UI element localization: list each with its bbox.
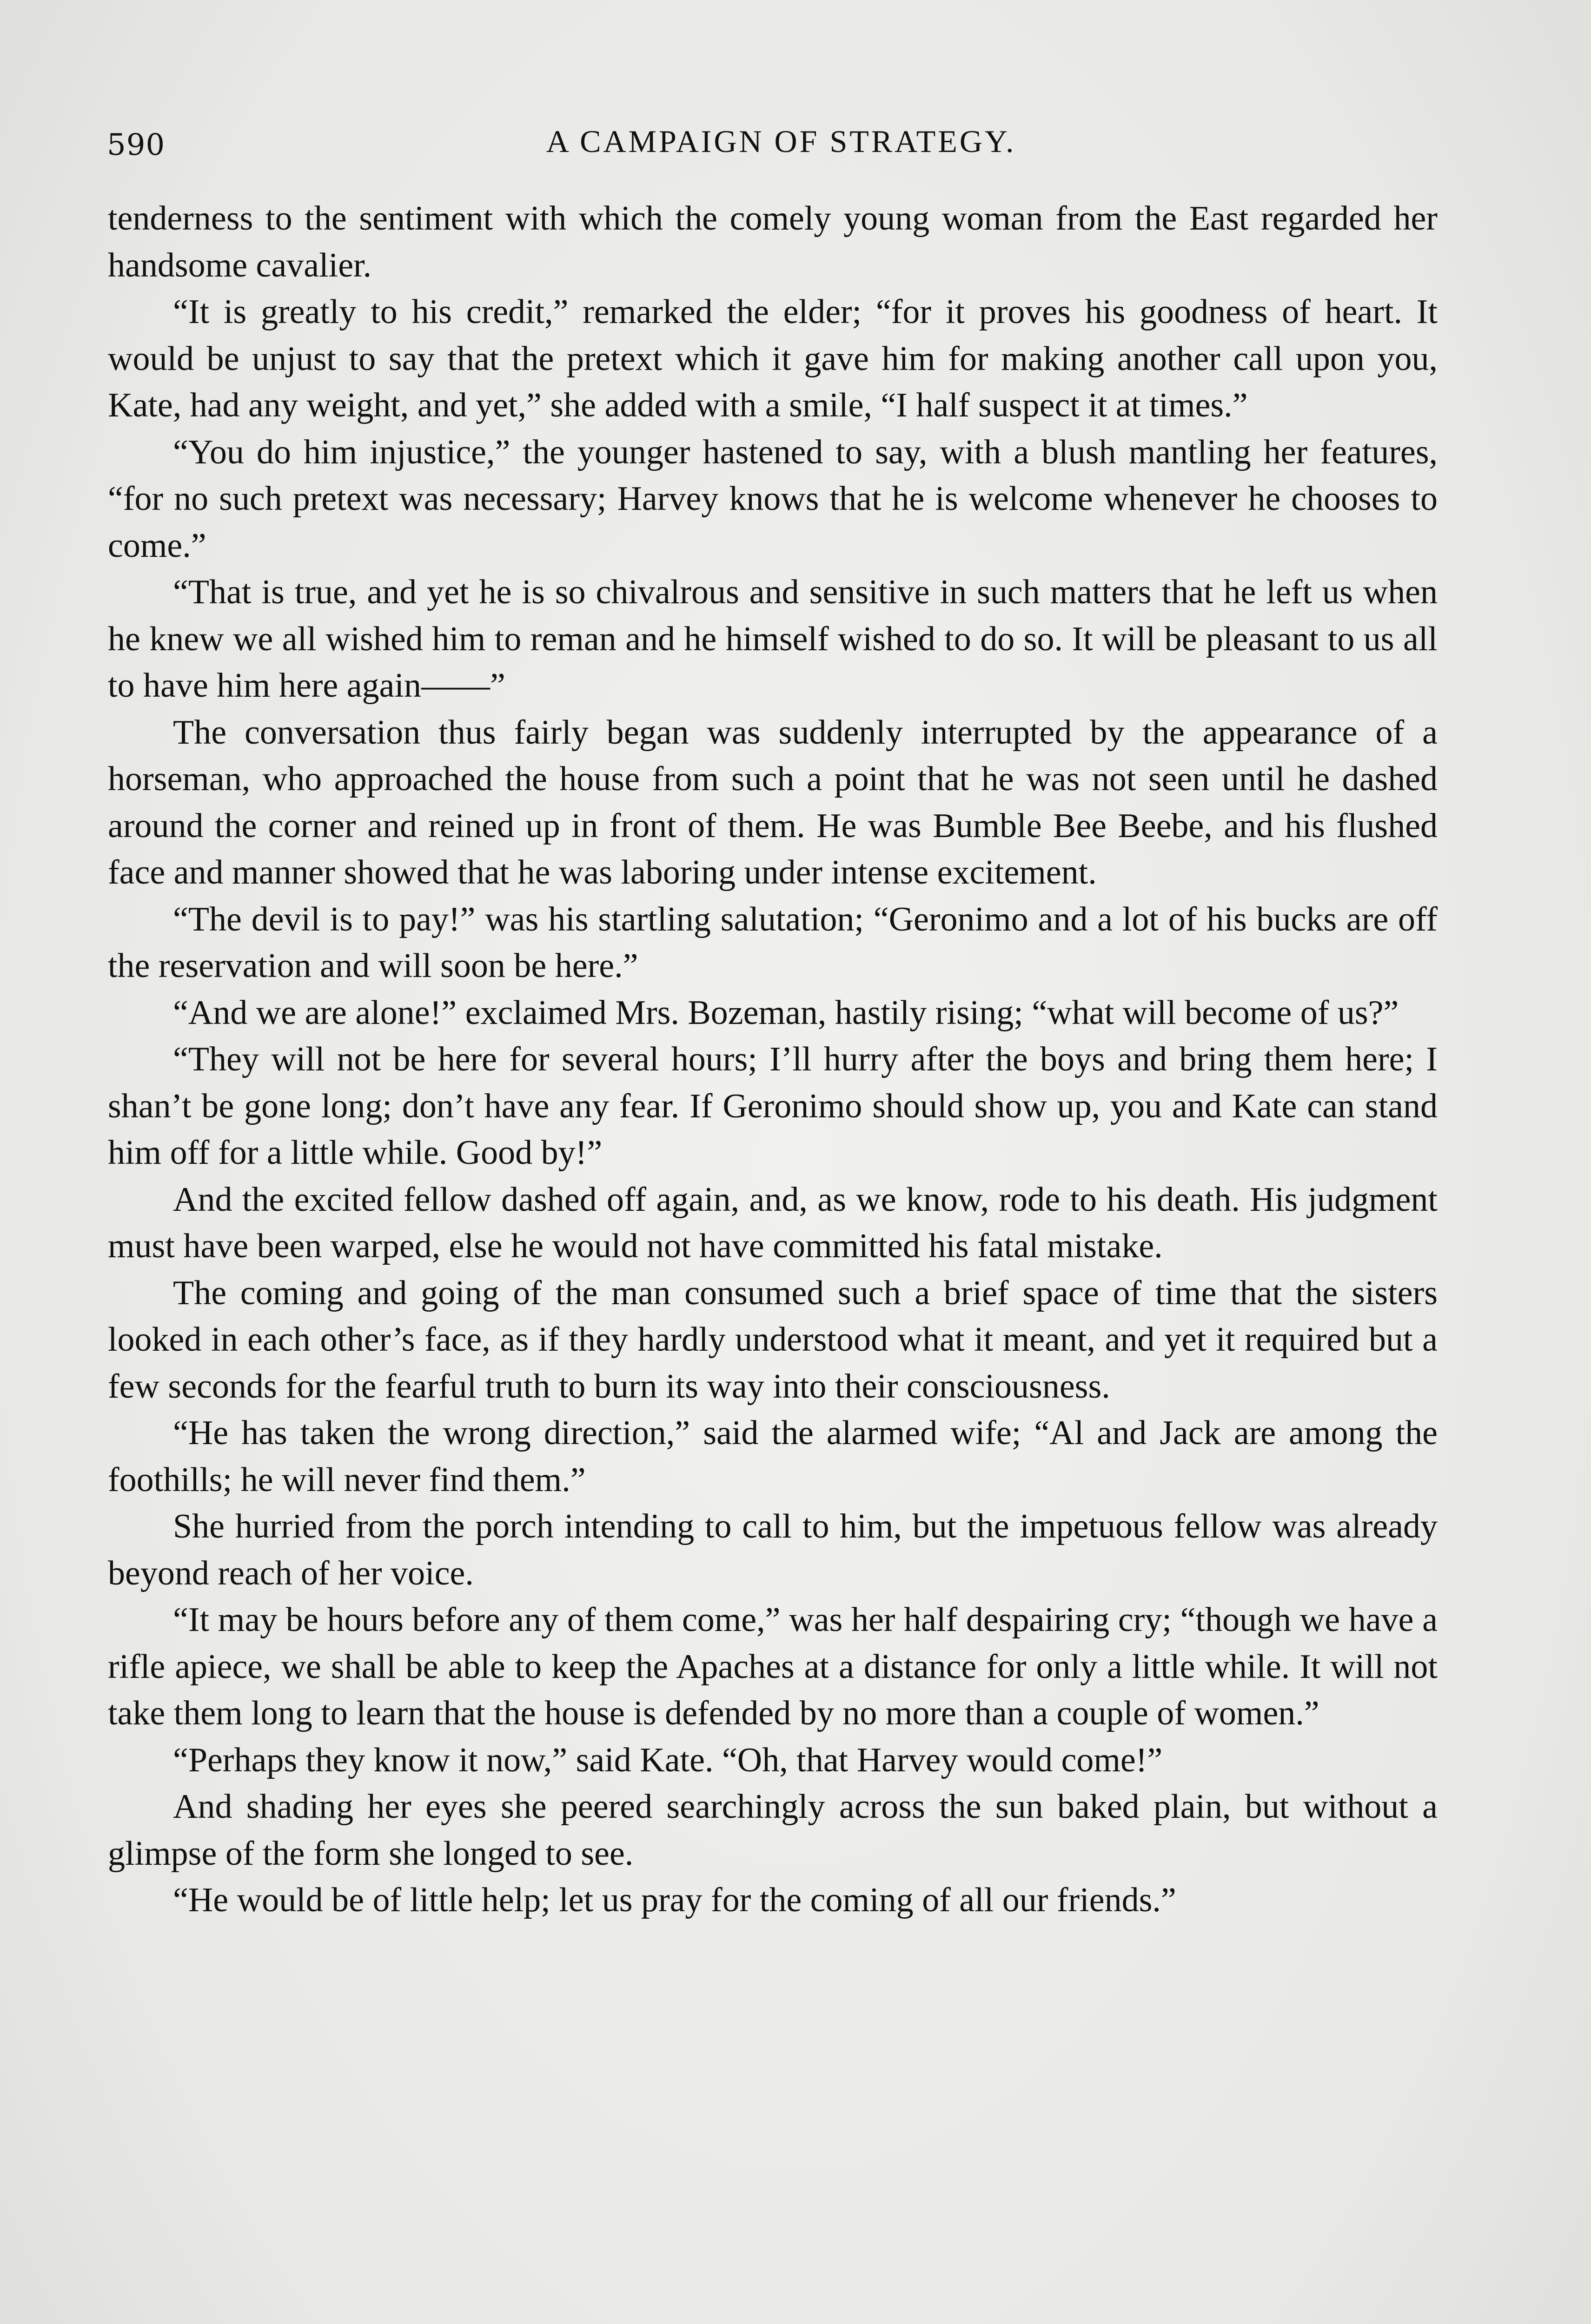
paragraph: “He would be of little help; let us pray for the coming of all our friends.” xyxy=(173,1881,1176,1919)
paragraph: “You do him injustice,” the younger hastened to say, with a blush mantling her features, “for no such pretext was necessary; Harvey knows that he is welcome whenever he chooses to come.” xyxy=(108,433,1438,565)
paragraph: “Perhaps they know it now,” said Kate. “Oh, that Harvey would come!” xyxy=(173,1741,1163,1779)
paragraph: “He has taken the wrong direction,” said the alarmed wife; “Al and Jack are among the foothills; he will never find them.” xyxy=(108,1414,1438,1499)
body-text xyxy=(108,195,1438,1924)
paragraph: And the excited fellow dashed off again, and, as we know, rode to his death. His judgment must have been warped, else he would not have committed his fatal mistake. xyxy=(108,1180,1438,1265)
page-number: 590 xyxy=(107,128,166,162)
running-title: A CAMPAIGN OF STRATEGY. xyxy=(546,124,1016,159)
paragraph: “The devil is to pay!” was his startling salutation; “Geronimo and a lot of his bucks are off the reservation and will soon be here.” xyxy=(108,900,1438,985)
paragraph: “It is greatly to his credit,” remarked the elder; “for it proves his goodness of heart. It would be unjust to say that the pretext which it gave him for making another call upon you, Kate, had any weight, and yet,” she added with a smile, “I half suspect it at times.” xyxy=(108,293,1438,424)
paragraph: “They will not be here for several hours; I’ll hurry after the boys and bring them here; I shan’t be gone long; don’t have any fear. If Geronimo should show up, you and Kate can stand him off for a little while. Good by!” xyxy=(108,1040,1438,1172)
paragraph: “That is true, and yet he is so chivalrous and sensitive in such matters that he left us when he knew we all wished him to reman and he himself wished to do so. It will be pleasant to us all to have him here again——” xyxy=(108,573,1438,705)
paragraph: tenderness to the sentiment with which the comely young woman from the East regarded her handsome cavalier. xyxy=(108,199,1438,284)
paragraph: “It may be hours before any of them come,” was her half despairing cry; “though we have a rifle apiece, we shall be able to keep the Apaches at a distance for only a little while. It will not take them long to learn that the house is defended by no more than a couple of women.” xyxy=(108,1601,1438,1732)
paragraph: The conversation thus fairly began was suddenly interrupted by the appearance of a horseman, who approached the house from such a point that he was not seen until he dashed around the corner and reined up in front of them. He was Bumble Bee Beebe, and his flushed face and manner showed that he was laboring under intense excitement. xyxy=(108,713,1438,891)
paragraph: The coming and going of the man consumed such a brief space of time that the sisters looked in each other’s face, as if they hardly understood what it meant, and yet it required but a few seconds for the fearful truth to burn its way into their consciousness. xyxy=(108,1274,1438,1406)
paragraph: She hurried from the porch intending to call to him, but the impetuous fellow was already beyond reach of her voice. xyxy=(108,1507,1438,1592)
paragraph: “And we are alone!” exclaimed Mrs. Bozeman, hastily rising; “what will become of us?” xyxy=(173,993,1399,1032)
paragraph: And shading her eyes she peered searchingly across the sun baked plain, but without a glimpse of the form she longed to see. xyxy=(108,1788,1438,1873)
page-header xyxy=(107,119,1455,170)
